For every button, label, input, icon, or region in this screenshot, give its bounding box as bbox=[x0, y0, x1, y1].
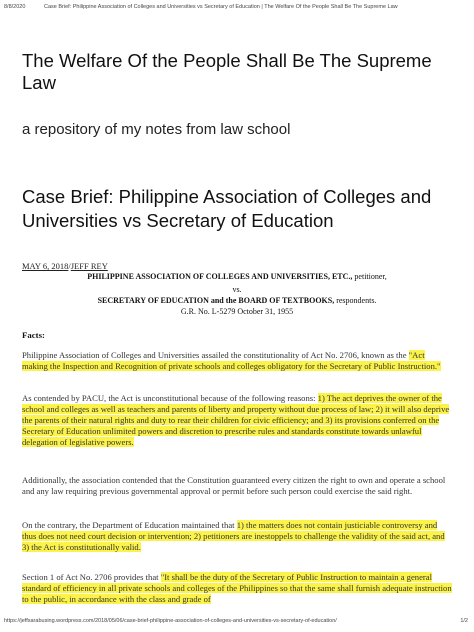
respondent-name: SECRETARY OF EDUCATION and the BOARD OF TEXTBOOKS, bbox=[97, 296, 335, 305]
p5-text: Section 1 of Act No. 2706 provides that bbox=[22, 572, 161, 582]
paragraph-3: Additionally, the association contended that the Constitution guaranteed every citizen the right to own and operate a school and any law requiring previous governmental approval or permit before such person could exercise the said right. bbox=[22, 475, 446, 497]
petitioner-name: PHILIPPINE ASSOCIATION OF COLLEGES AND UNIVERSITIES, ETC., bbox=[87, 272, 353, 281]
post-title: Case Brief: Philippine Association of Colleges and Universities vs Secretary of Education bbox=[22, 186, 432, 231]
post-meta: MAY 6, 2018/JEFF REY bbox=[22, 261, 108, 271]
print-date: 8/8/2020 bbox=[4, 4, 26, 10]
respondent-line bbox=[22, 296, 452, 306]
print-url: https://jeffsarabusing.wordpress.com/2018/05/06/case-brief-philippine-association-of-colleges-and-universities-vs-secretary-of-education/ bbox=[4, 618, 337, 624]
facts-heading: Facts: bbox=[22, 330, 45, 340]
p1-text: Philippine Association of Colleges and Universities assailed the constitutionality of Act No. 2706, known as the bbox=[22, 350, 409, 360]
post-date-link[interactable]: MAY 6, 2018 bbox=[22, 261, 69, 271]
paragraph-5 bbox=[22, 572, 452, 605]
print-footer bbox=[4, 618, 470, 628]
site-title[interactable]: The Welfare Of the People Shall Be The Supreme Law bbox=[22, 50, 432, 93]
p2-highlight: 1) The act deprives the owner of the school and colleges as well as teachers and parents of liberty and property without due process of law; 2) it will also deprive the parents of their natural rights and duty to rear their children for civic efficiency; and 3) its provisions conferred on the Secretary of Education unlimited powers and discretion to prescribe rules and standards constitute towards unlawful delegation of legislative powers. bbox=[22, 393, 450, 448]
p4-text: On the contrary, the Department of Education maintained that bbox=[22, 520, 237, 530]
case-number: G.R. No. L-5279 October 31, 1955 bbox=[180, 307, 294, 316]
p2-text: As contended by PACU, the Act is unconstitutional because of the following reasons: bbox=[22, 393, 318, 403]
paragraph-4 bbox=[22, 520, 452, 553]
p1-highlight: "Act making the Inspection and Recognition of private schools and colleges obligatory for the Secretary of Public Instruction." bbox=[22, 350, 441, 372]
print-header bbox=[4, 4, 470, 14]
versus-line: vs. bbox=[232, 285, 242, 294]
print-page-number: 1/2 bbox=[460, 618, 468, 624]
petitioner-line bbox=[22, 272, 452, 282]
print-page-title: Case Brief: Philippine Association of Colleges and Universities vs Secretary of Education | The Welfare Of the People Shall Be The Supreme Law bbox=[44, 4, 398, 10]
p4-highlight: 1) the matters does not contain justiciable controversy and thus does not need court decision or intervention; 2) petitioners are inestoppels to challenge the validity of the said act, and 3) the Act is constitutionally valid. bbox=[22, 520, 445, 553]
p5-highlight: "It shall be the duty of the Secretary of Public Instruction to maintain a general standard of efficiency in all private schools and colleges of the Philippines so that the same shall furnish adequate instruction to the public, in accordance with the class and grade of bbox=[22, 572, 452, 605]
paragraph-1 bbox=[22, 350, 452, 372]
respondent-role: respondents. bbox=[334, 296, 377, 305]
site-tagline: a repository of my notes from law school bbox=[22, 121, 291, 138]
post-author-link[interactable]: JEFF REY bbox=[70, 261, 108, 271]
petitioner-role: petitioner, bbox=[352, 272, 387, 281]
paragraph-2 bbox=[22, 393, 452, 448]
